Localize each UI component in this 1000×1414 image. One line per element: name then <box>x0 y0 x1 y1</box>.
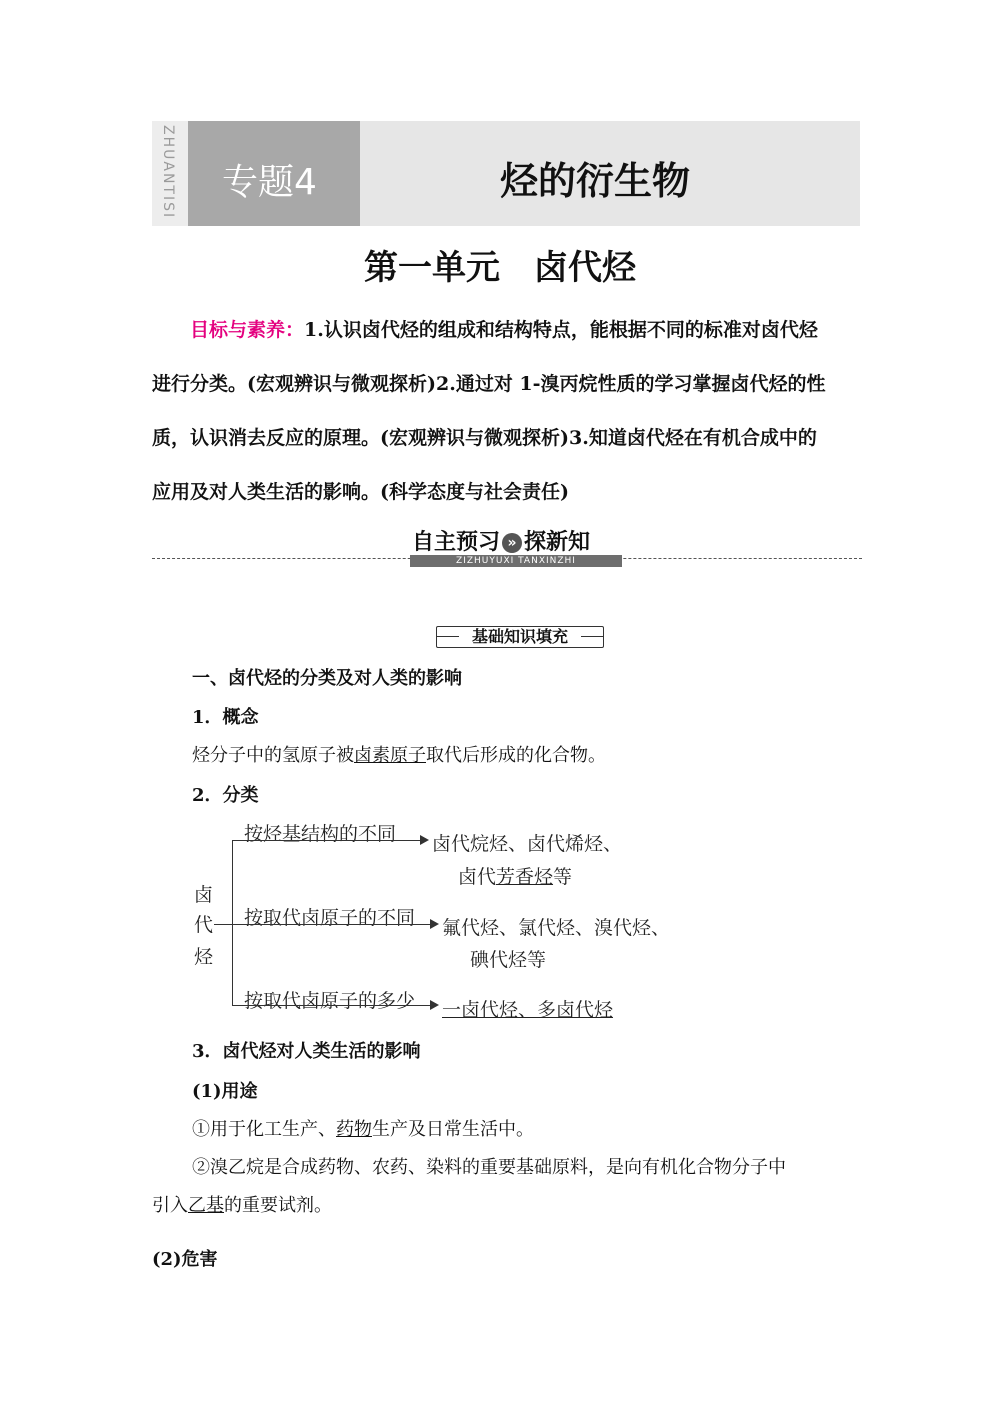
root-char-3: 烃 <box>194 946 214 968</box>
heading-1: 一、卤代烃的分类及对人类的影响 <box>192 668 462 689</box>
unit-title: 第一单元 卤代烃 <box>364 248 636 288</box>
branch-3-label: 按取代卤原子的多少 <box>244 990 416 1012</box>
section-title-a: 自主预习 <box>412 530 501 555</box>
objectives-line-1 <box>152 303 862 357</box>
section-title-b: 探新知 <box>524 530 591 555</box>
topic-box <box>188 121 360 226</box>
root-connector <box>214 924 232 925</box>
concept-post: 取代后形成的化合物。 <box>426 745 606 766</box>
objectives-line-4: 应用及对人类生活的影响。(科学态度与社会责任) <box>152 481 569 503</box>
section-pinyin: ZIZHUYUXI TANXINZHI <box>410 555 622 567</box>
concept-blank: 卤素原子 <box>354 745 426 766</box>
branch-1-result-a: 卤代烷烃、卤代烯烃、 <box>432 833 623 855</box>
arrow-right-icon <box>430 1000 439 1010</box>
double-chevron-icon: » <box>502 533 522 553</box>
branch-1-result-b <box>458 862 572 889</box>
use-2-blank: 乙基 <box>188 1195 224 1216</box>
branch-2-result-a: 氟代烃、氯代烃、溴代烃、 <box>442 917 671 939</box>
branch-2-label: 按取代卤原子的不同 <box>244 907 416 929</box>
branch-1-line <box>232 840 422 841</box>
b1-result-b-blank: 芳香烃 <box>496 866 554 888</box>
heading-impact: 3．卤代烃对人类生活的影响 <box>192 1041 421 1062</box>
concept-text <box>192 742 606 770</box>
banner-side-strip <box>152 121 188 226</box>
use-1-post: 生产及日常生活中。 <box>372 1119 534 1140</box>
use-1-pre: ①用于化工生产、 <box>192 1119 336 1140</box>
use-2-line-1: ②溴乙烷是合成药物、农药、染料的重要基础原料，是向有机化合物分子中 <box>192 1157 786 1178</box>
branch-1-label: 按烃基结构的不同 <box>244 823 397 845</box>
banner-side-text: ZHUANTISI <box>160 125 176 220</box>
diagram-bracket <box>232 840 233 1005</box>
use-2-post: 的重要试剂。 <box>224 1195 332 1216</box>
use-2-line-2 <box>152 1192 332 1220</box>
chapter-title: 烃的衍生物 <box>500 159 691 203</box>
branch-2-result-b: 碘代烃等 <box>470 949 547 971</box>
use-1-blank: 药物 <box>336 1119 372 1140</box>
use-title: (1)用途 <box>192 1081 258 1102</box>
b1-result-b-post: 等 <box>553 866 573 888</box>
objectives-label: 目标与素养： <box>190 319 305 341</box>
arrow-right-icon <box>430 919 439 929</box>
topic-label: 专题4 <box>222 162 317 203</box>
branch-3-line <box>232 1005 432 1006</box>
objectives-line-2: 进行分类。(宏观辨识与微观探析)2.通过对 1-溴丙烷性质的学习掌握卤代烃的性 <box>152 373 826 395</box>
objectives-text-1: 1.认识卤代烃的组成和结构特点，能根据不同的标准对卤代烃 <box>304 319 818 341</box>
use-1 <box>192 1116 534 1144</box>
arrow-right-icon <box>420 835 429 845</box>
harm-title: (2)危害 <box>152 1249 218 1270</box>
concept-pre: 烃分子中的氢原子被 <box>192 745 354 766</box>
heading-classification: 2．分类 <box>192 785 259 806</box>
use-2-pre: 引入 <box>152 1195 188 1216</box>
section-title <box>412 525 590 556</box>
root-char-2: 代 <box>194 914 214 936</box>
b1-result-b-pre: 卤代 <box>458 866 497 888</box>
branch-3-result: 一卤代烃、多卤代烃 <box>442 999 614 1021</box>
heading-concept: 1．概念 <box>192 707 259 728</box>
objectives-paragraph <box>152 303 862 519</box>
branch-2-line <box>232 924 432 925</box>
section-tag-text: 基础知识填充 <box>471 627 568 646</box>
objectives-line-3: 质，认识消去反应的原理。(宏观辨识与微观探析)3.知道卤代烃在有机合成中的 <box>152 427 817 449</box>
section-tag <box>436 626 604 648</box>
root-char-1: 卤 <box>194 884 214 906</box>
